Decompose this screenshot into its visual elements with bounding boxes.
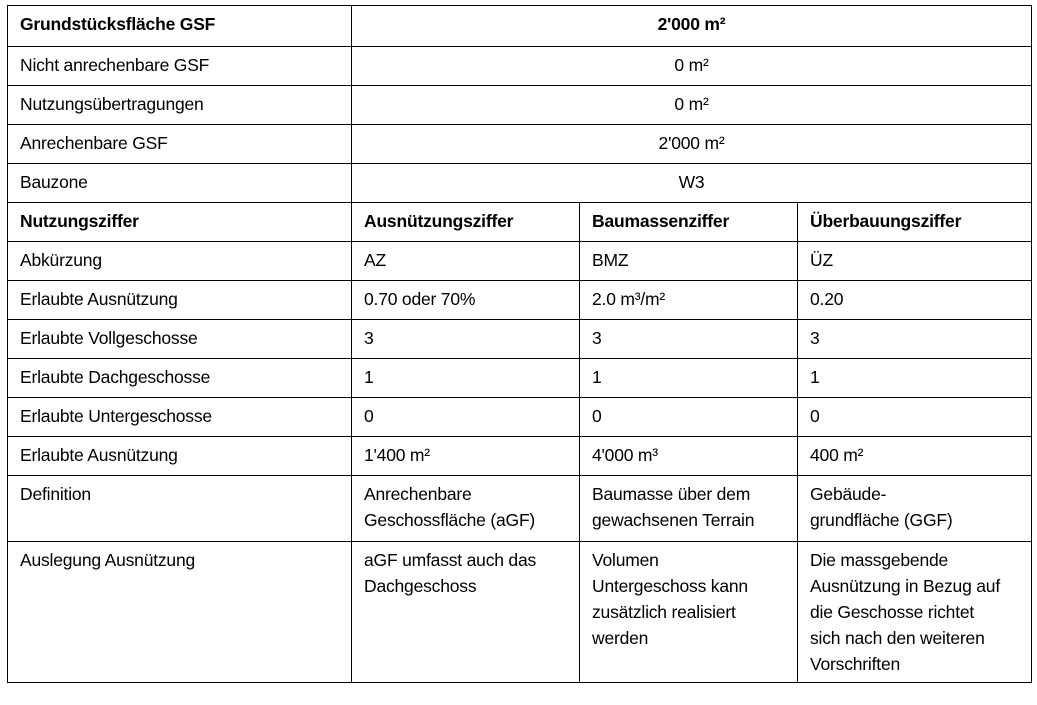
cell-uz (798, 476, 1032, 542)
cell-bmz: 4'000 m³ (580, 437, 798, 476)
table-row (8, 164, 1032, 203)
text-line: die Geschosse richtet (810, 602, 975, 622)
cell-bmz (580, 476, 798, 542)
cell-value: W3 (352, 164, 1032, 203)
cell-uz: 400 m² (798, 437, 1032, 476)
table-row (8, 476, 1032, 542)
cell-uz: 0 (798, 398, 1032, 437)
row-label: Nicht anrechenbare GSF (8, 47, 352, 86)
cell-az: 1'400 m² (352, 437, 580, 476)
text-line: zusätzlich realisiert (592, 602, 736, 622)
table-row (8, 125, 1032, 164)
cell-az: 0.70 oder 70% (352, 281, 580, 320)
cell-az (352, 476, 580, 542)
cell-uz: 1 (798, 359, 1032, 398)
text-line: Untergeschoss kann (592, 576, 748, 596)
row-label: Erlaubte Untergeschosse (8, 398, 352, 437)
text-line: gewachsenen Terrain (592, 510, 755, 530)
cell-uz: 3 (798, 320, 1032, 359)
row-label: Erlaubte Dachgeschosse (8, 359, 352, 398)
cell-az (352, 542, 580, 683)
row-label: Anrechenbare GSF (8, 125, 352, 164)
cell-az: 0 (352, 398, 580, 437)
cell-value: 0 m² (352, 86, 1032, 125)
cell-az: AZ (352, 242, 580, 281)
column-header: Überbauungsziffer (798, 203, 1032, 242)
table-row (8, 86, 1032, 125)
cell-bmz: 3 (580, 320, 798, 359)
text-line: aGF umfasst auch das (364, 550, 537, 570)
cell-az: 1 (352, 359, 580, 398)
cell-value: 2'000 m² (352, 6, 1032, 47)
table-row (8, 6, 1032, 47)
text-line: sich nach den weiteren (810, 628, 985, 648)
column-header-row (8, 203, 1032, 242)
table-row (8, 359, 1032, 398)
column-header: Nutzungsziffer (8, 203, 352, 242)
cell-bmz: 2.0 m³/m² (580, 281, 798, 320)
table-row (8, 320, 1032, 359)
cell-uz: ÜZ (798, 242, 1032, 281)
cell-value: 0 m² (352, 47, 1032, 86)
table-row (8, 47, 1032, 86)
column-header: Ausnützungsziffer (352, 203, 580, 242)
table-row (8, 437, 1032, 476)
row-label: Erlaubte Vollgeschosse (8, 320, 352, 359)
text-line: werden (592, 628, 649, 648)
text-line: Dachgeschoss (364, 576, 477, 596)
text-line: Anrechenbare (364, 484, 472, 504)
table-row (8, 542, 1032, 683)
cell-bmz: 0 (580, 398, 798, 437)
text-line: Volumen (592, 550, 659, 570)
text-line: Vorschriften (810, 654, 901, 674)
cell-bmz (580, 542, 798, 683)
cell-uz: 0.20 (798, 281, 1032, 320)
text-line: Ausnützung in Bezug auf (810, 576, 1000, 596)
row-label: Auslegung Ausnützung (8, 542, 352, 683)
row-label: Bauzone (8, 164, 352, 203)
ausnuetzung-table (7, 5, 1032, 683)
row-label: Erlaubte Ausnützung (8, 437, 352, 476)
text-line: Baumasse über dem (592, 484, 751, 504)
cell-value: 2'000 m² (352, 125, 1032, 164)
text-line: Die massgebende (810, 550, 949, 570)
table-row (8, 281, 1032, 320)
table-row (8, 398, 1032, 437)
text-line: Geschossfläche (aGF) (364, 510, 536, 530)
column-header: Baumassenziffer (580, 203, 798, 242)
cell-bmz: 1 (580, 359, 798, 398)
row-label: Definition (8, 476, 352, 542)
cell-az: 3 (352, 320, 580, 359)
text-line: grundfläche (GGF) (810, 510, 953, 530)
row-label: Nutzungsübertragungen (8, 86, 352, 125)
row-label: Grundstücksfläche GSF (8, 6, 352, 47)
cell-uz (798, 542, 1032, 683)
row-label: Erlaubte Ausnützung (8, 281, 352, 320)
row-label: Abkürzung (8, 242, 352, 281)
text-line: Gebäude- (810, 484, 887, 504)
cell-bmz: BMZ (580, 242, 798, 281)
table-row (8, 242, 1032, 281)
